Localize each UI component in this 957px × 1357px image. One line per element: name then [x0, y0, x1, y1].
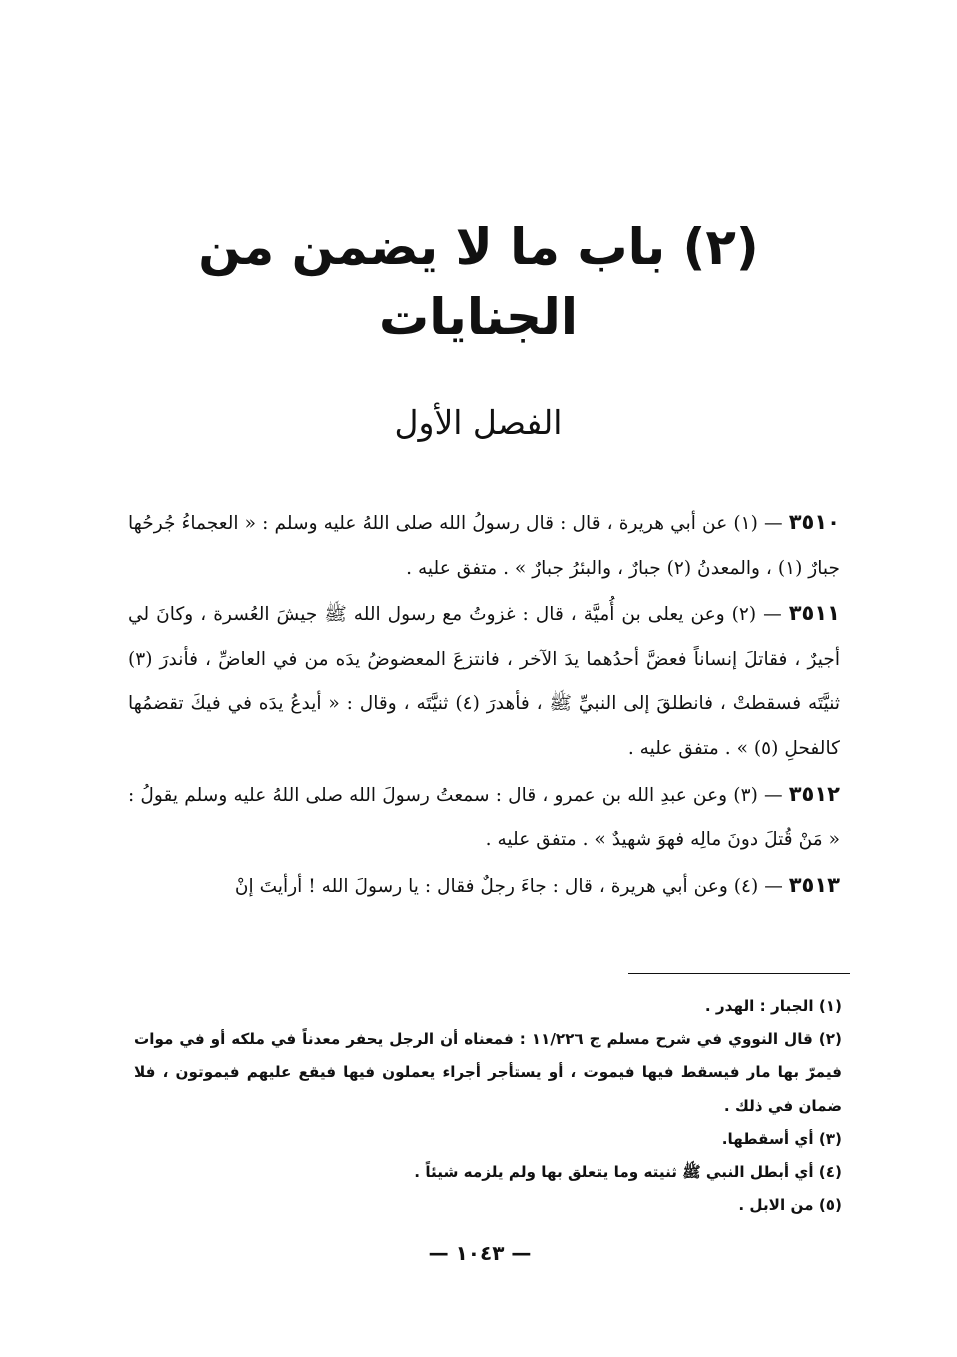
hadith-number: ٣٥١٢ [788, 781, 840, 806]
hadith-paragraph [128, 500, 840, 591]
footnote: (٢) قال النووي في شرح مسلم ج ١١/٢٢٦ : فمعناه أن الرجل يحفر معدناً في ملكه أو في موات فيمرّ بها مار فيسقط فيها فيموت ، أو يستأجر أجراء يعملون فيها فيقع عليهم فيموتون ، فلا ضمان في ذلك . [134, 1030, 842, 1115]
hadith-text: — (٤) وعن أبي هريرة ، قال : جاءَ رجلٌ فقال : يا رسولَ الله ! أرأيتَ إنْ [234, 875, 783, 897]
footnote: (٣) أي أسقطها. [721, 1129, 842, 1148]
hadith-body [128, 500, 840, 909]
page-number: — ١٠٤٣ — [428, 1241, 532, 1265]
hadith-paragraph [128, 591, 840, 771]
hadith-text: — (١) عن أبي هريرة ، قال : قال رسولُ الله صلى اللهُ عليه وسلم : « العجماءُ جُرحُها جبارٌ (١) ، والمعدنُ (٢) جبارٌ ، والبئرُ جبارٌ » . متفق عليه . [128, 513, 840, 579]
hadith-paragraph [128, 772, 840, 863]
chapter-title: (٢) باب ما لا يضمن من الجنايات [198, 218, 759, 346]
footnotes [134, 990, 842, 1222]
hadith-paragraph [128, 863, 840, 910]
footnote: (١) الجبار : الهدر . [704, 997, 842, 1015]
hadith-number: ٣٥١٠ [788, 510, 840, 534]
hadith-number: ٣٥١٣ [788, 872, 840, 897]
hadith-text: — (٣) وعن عبدِ الله بن عمرو ، قال : سمعتُ رسولَ الله صلى اللهُ عليه وسلم يقولُ : « مَنْ قُتلَ دونَ مالِه فهوَ شهيدٌ » . متفق عليه . [128, 784, 840, 851]
footnote: (٥) من الابل . [738, 1196, 842, 1215]
hadith-text: — (٢) وعن يعلى بن أُميَّة ، قال : غزوتُ مع رسول الله ﷺ جيشَ العُسرة ، وكانَ لي أجيرٌ ، فقاتلَ إنساناً فعضَّ أحدُهما يدَ الآخر ، فانتزعَ المعضوضُ يدَه من في العاضِّ ، فأندرَ (٣) ثنيَّتَه فسقطتْ ، فانطلقَ إلى النبيِّ ﷺ ، فأهدرَ (٤) ثنيَّتَه ، وقال : « أيدعُ يدَه في فيكَ تقضمُها كالفحلِ (٥) » . متفق عليه . [128, 604, 840, 759]
hadith-number: ٣٥١١ [788, 601, 840, 626]
section-title: الفصل الأول [394, 403, 563, 442]
footnote-divider [628, 973, 850, 974]
footnote: (٤) أي أبطل النبي ﷺ ثنيته وما يتعلق بها ولم يلزمه شيئاً . [414, 1163, 842, 1182]
